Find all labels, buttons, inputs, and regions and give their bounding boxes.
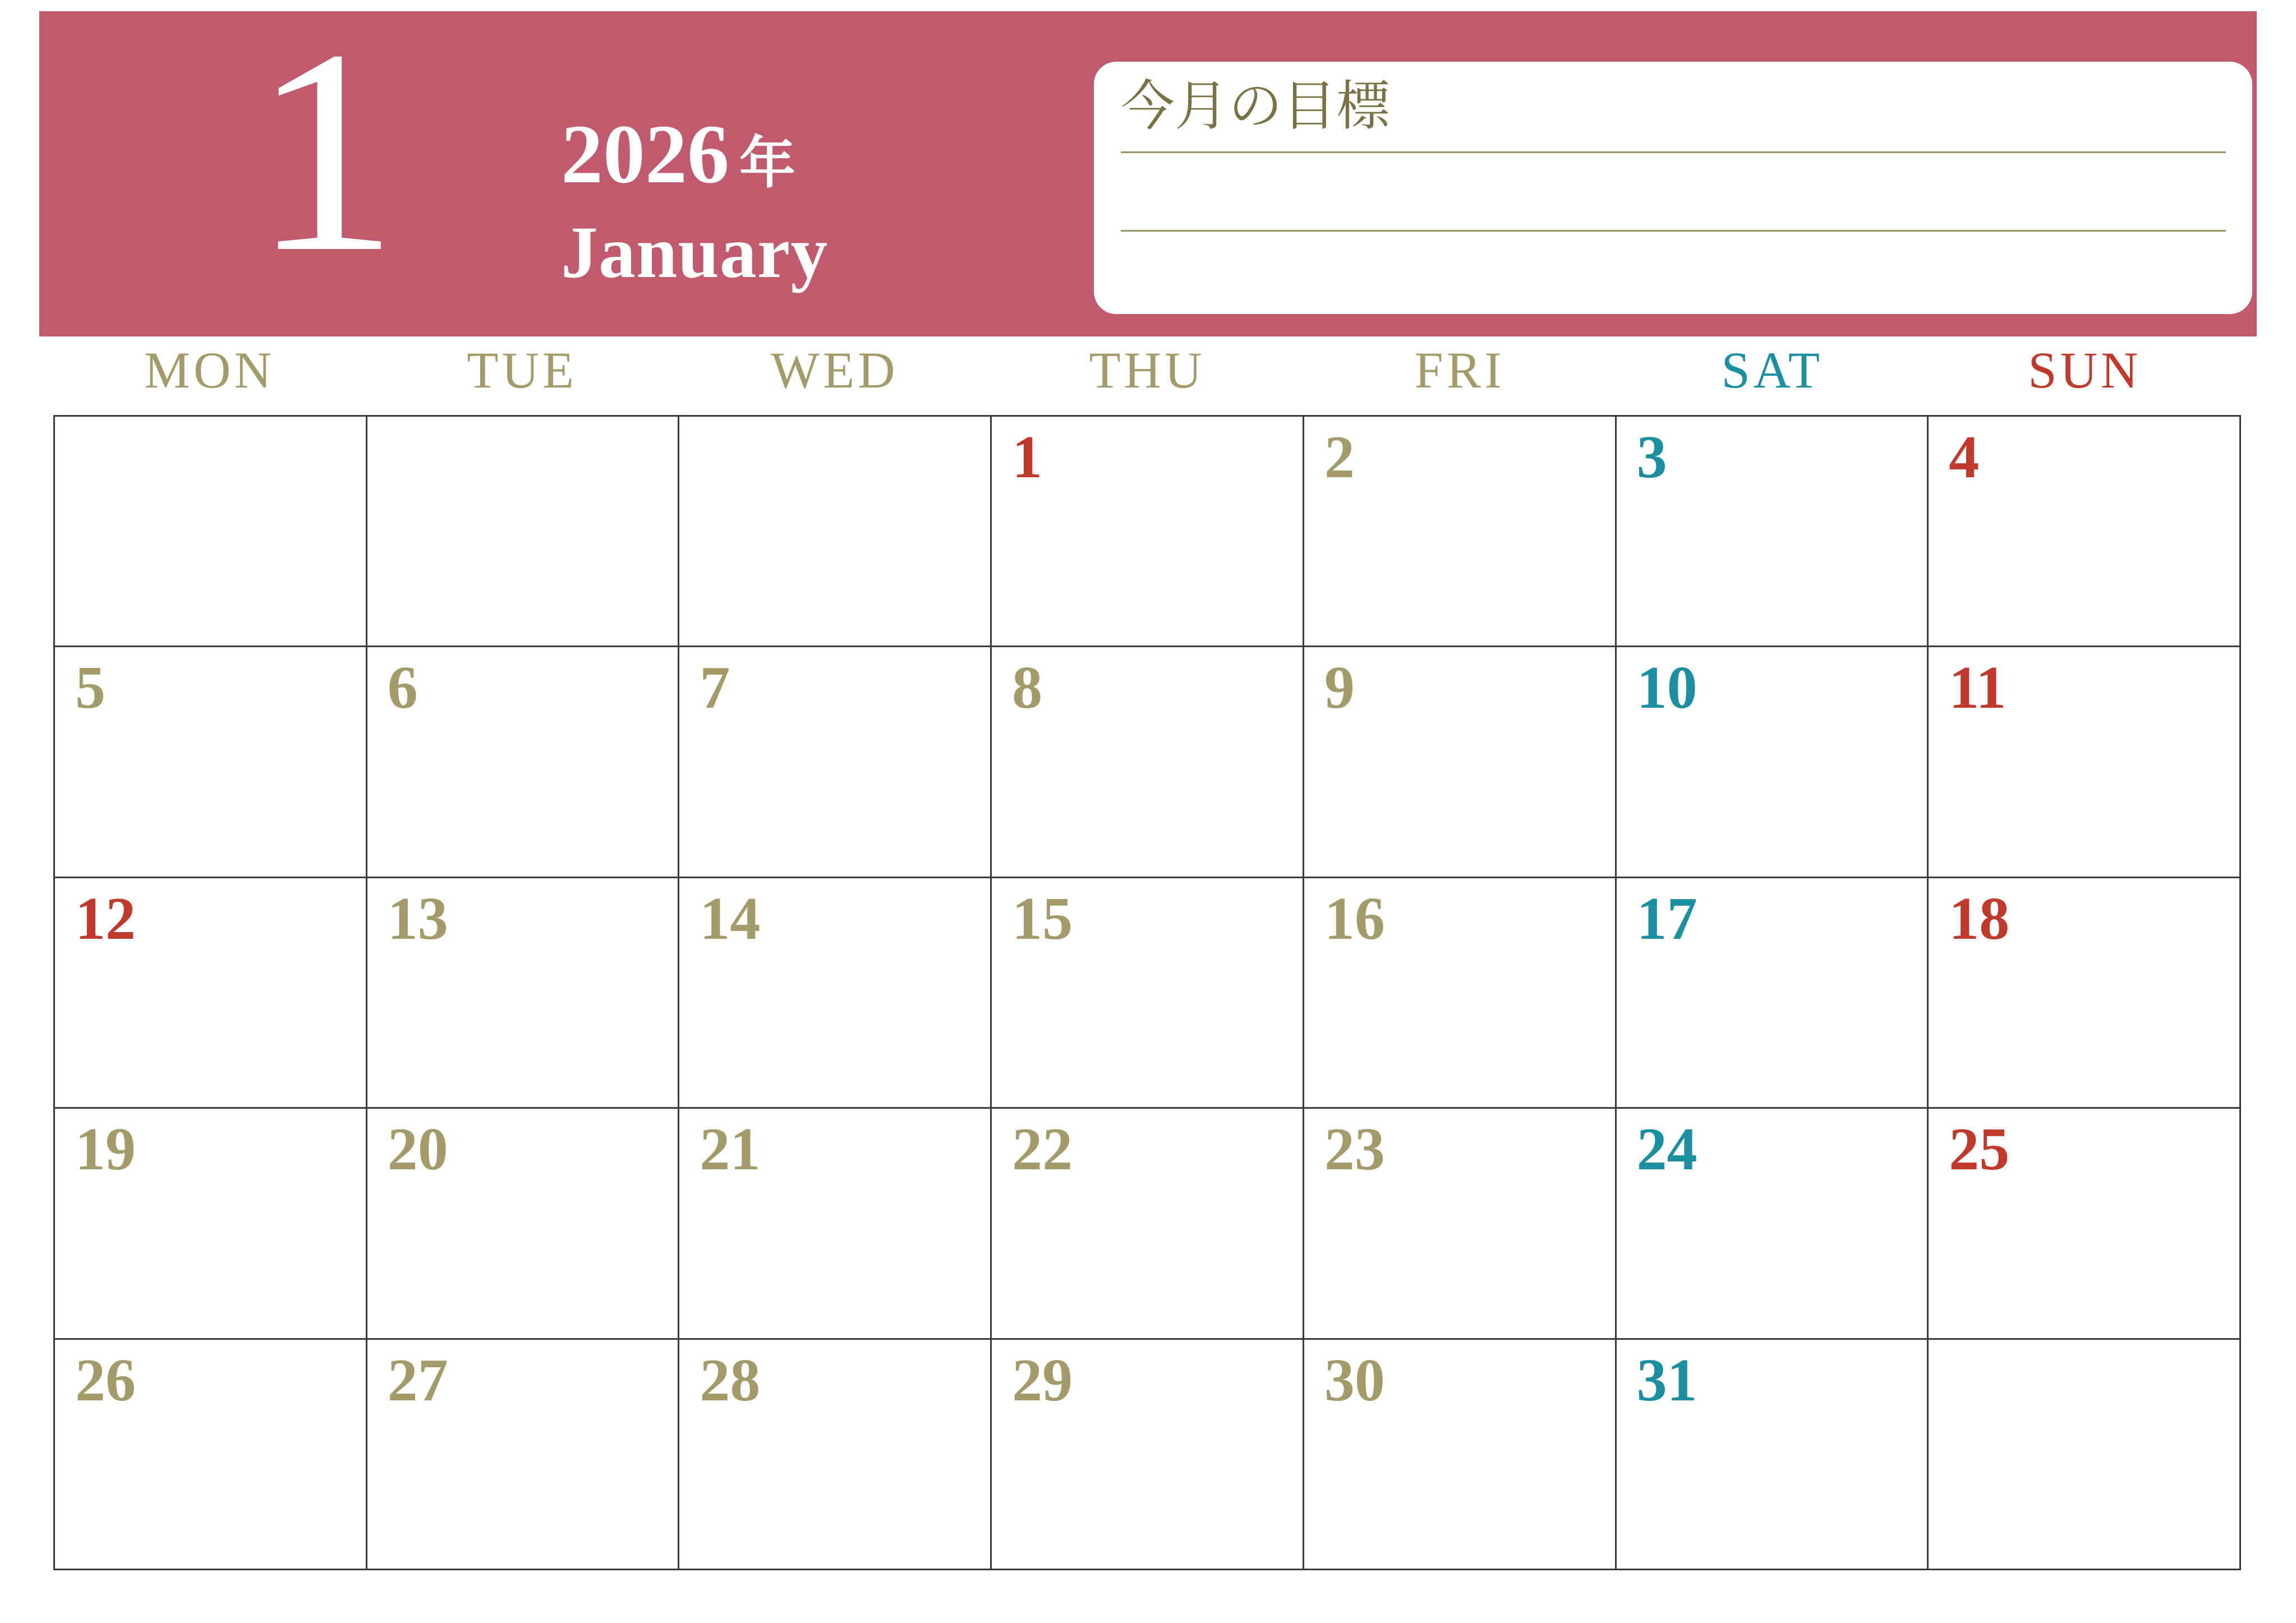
weekday-thu: THU (1089, 342, 1205, 399)
calendar-cell[interactable] (55, 647, 367, 878)
weekday-sun: SUN (2028, 342, 2142, 399)
calendar-cell[interactable] (679, 1340, 992, 1570)
calendar-cell[interactable] (1929, 1109, 2241, 1339)
day-number: 19 (75, 1116, 136, 1183)
calendar-cell[interactable] (55, 1340, 367, 1570)
day-number: 13 (387, 885, 448, 952)
month-number: 1 (252, 0, 395, 312)
day-number: 22 (1012, 1116, 1073, 1183)
day-number: 20 (387, 1116, 448, 1183)
calendar-cell[interactable] (1304, 647, 1617, 878)
day-number: 9 (1324, 654, 1355, 722)
calendar-cell-empty (367, 417, 680, 647)
day-number: 10 (1636, 654, 1697, 722)
calendar-cell[interactable] (992, 417, 1304, 647)
year-value: 2026 (561, 108, 729, 201)
monthly-goal-box[interactable] (1094, 62, 2252, 314)
calendar-cell[interactable] (1929, 417, 2241, 647)
day-number: 11 (1949, 654, 2007, 722)
calendar-cell[interactable] (992, 1340, 1304, 1570)
weekday-fri: FRI (1414, 342, 1505, 399)
calendar-cell[interactable] (1304, 1340, 1617, 1570)
calendar-cell[interactable] (55, 878, 367, 1109)
day-number: 26 (75, 1347, 136, 1414)
calendar-cell[interactable] (679, 878, 992, 1109)
day-number: 3 (1636, 424, 1667, 491)
calendar-grid (53, 415, 2241, 1570)
day-number: 28 (700, 1347, 761, 1414)
calendar-cell-empty (679, 417, 992, 647)
day-number: 2 (1324, 424, 1355, 491)
calendar-cell[interactable] (55, 1109, 367, 1339)
day-number: 5 (75, 654, 105, 722)
calendar-cell[interactable] (367, 878, 680, 1109)
goal-rule-1 (1121, 151, 2226, 153)
day-number: 17 (1636, 885, 1697, 952)
calendar-cell[interactable] (1304, 1109, 1617, 1339)
day-number: 25 (1949, 1116, 2010, 1183)
calendar-cell[interactable] (367, 647, 680, 878)
day-number: 14 (700, 885, 761, 952)
day-number: 29 (1012, 1347, 1073, 1414)
month-name-en: January (561, 211, 829, 293)
day-number: 18 (1949, 885, 2010, 952)
calendar-cell[interactable] (1617, 1109, 1929, 1339)
weekday-mon: MON (144, 342, 275, 399)
calendar-cell[interactable] (679, 647, 992, 878)
day-number: 8 (1012, 654, 1043, 722)
calendar-cell-empty (55, 417, 367, 647)
year-line (561, 108, 828, 206)
calendar-cell[interactable] (1929, 647, 2241, 878)
calendar-cell[interactable] (1617, 417, 1929, 647)
header-band (39, 0, 2257, 336)
calendar-cell[interactable] (992, 878, 1304, 1109)
calendar-cell[interactable] (1617, 1340, 1929, 1570)
day-number: 15 (1012, 885, 1073, 952)
calendar-cell[interactable] (1929, 878, 2241, 1109)
weekday-tue: TUE (467, 342, 578, 399)
calendar-cell-empty (1929, 1340, 2241, 1570)
weekday-sat: SAT (1721, 342, 1824, 399)
day-number: 21 (700, 1116, 761, 1183)
day-number: 1 (1012, 424, 1043, 491)
monthly-goal-title: 今月の目標 (1121, 75, 1390, 137)
day-number: 27 (387, 1347, 448, 1414)
year-block (561, 108, 829, 294)
day-number: 4 (1949, 424, 1980, 491)
calendar-cell[interactable] (1617, 647, 1929, 878)
day-number: 16 (1324, 885, 1385, 952)
day-number: 7 (700, 654, 730, 722)
calendar-cell[interactable] (992, 647, 1304, 878)
calendar-cell[interactable] (679, 1109, 992, 1339)
weekday-wed: WED (771, 342, 899, 399)
day-number: 24 (1636, 1116, 1697, 1183)
calendar-cell[interactable] (367, 1340, 680, 1570)
calendar-cell[interactable] (1304, 878, 1617, 1109)
goal-rule-2 (1121, 230, 2226, 232)
year-kanji: 年 (739, 132, 795, 195)
day-number: 6 (387, 654, 418, 722)
calendar-cell[interactable] (1617, 878, 1929, 1109)
weekday-header (53, 336, 2241, 404)
day-number: 23 (1324, 1116, 1385, 1183)
calendar-cell[interactable] (992, 1109, 1304, 1339)
day-number: 31 (1636, 1347, 1697, 1414)
day-number: 30 (1324, 1347, 1385, 1414)
day-number: 12 (75, 885, 136, 952)
calendar-cell[interactable] (1304, 417, 1617, 647)
calendar-cell[interactable] (367, 1109, 680, 1339)
